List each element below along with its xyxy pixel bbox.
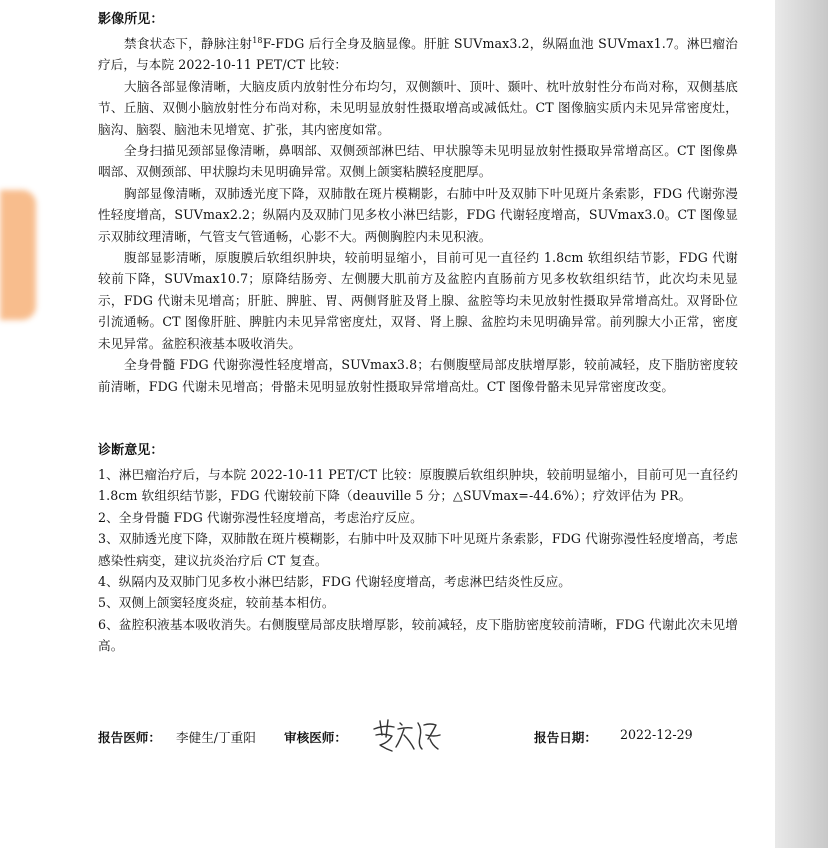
diagnosis-section xyxy=(98,464,738,657)
diagnosis-item: 5、双侧上颌窦轻度炎症，较前基本相仿。 xyxy=(98,595,335,611)
findings-paragraph-abdomen: 腹部显影清晰，原腹膜后软组织肿块，较前明显缩小，目前可见一直径约 1.8cm 软组织结节影，FDG 代谢较前下降，SUVmax10.7；原降结肠旁、左侧腰大肌前方及盆腔内直肠前方见多枚软组织结节，此次均未见显示，FDG 代谢未见增高；肝脏、脾脏、胃、两侧肾脏及肾上腺、盆腔等均未见放射性摄取异常增高灶。双肾卧位引流通畅。CT 图像肝脏、脾脏内未见异常密度灶，双肾、肾上腺、盆腔均未见明确异常。前列腺大小正常，密度未见异常。盆腔积液基本吸收消失。 xyxy=(98,250,738,351)
findings-paragraph-brain: 大脑各部显像清晰，大脑皮质内放射性分布均匀，双侧额叶、顶叶、颞叶、枕叶放射性分布尚对称，双侧基底节、丘脑、双侧小脑放射性分布尚对称，未见明显放射性摄取增高或减低灶。CT 图像脑实质内未见异常密度灶，脑沟、脑裂、脑池未见增宽、扩张，其内密度如常。 xyxy=(98,78,738,137)
findings-paragraph-1: 禁食状态下，静脉注射$^{18}$F-FDG 后行全身及脑显像。肝脏 SUVmax3.2，纵隔血池 SUVmax1.7。淋巴瘤治疗后，与本院 2022-10-11 PET/CT 比较： xyxy=(98,35,739,73)
findings-paragraph-chest: 胸部显像清晰，双肺透光度下降，双肺散在斑片模糊影，右肺中叶及双肺下叶见斑片条索影，FDG 代谢弥漫性轻度增高，SUVmax2.2；纵隔内及双肺门见多枚小淋巴结影，FDG 代谢轻度增高，SUVmax3.0。CT 图像显示双肺纹理清晰，气管支气管通畅，心影不大。两侧胸腔内未见积液。 xyxy=(98,185,738,244)
date-value: 2022-12-29 xyxy=(620,727,693,742)
report-footer xyxy=(98,725,718,755)
findings-paragraph-neck: 全身扫描见颈部显像清晰，鼻咽部、双侧颈部淋巴结、甲状腺等未见明显放射性摄取异常增高区。CT 图像鼻咽部、双侧颈部、甲状腺均未见明确异常。双侧上颌窦粘膜轻度肥厚。 xyxy=(98,143,738,180)
date-label: 报告日期： xyxy=(534,730,597,745)
diagnosis-item: 3、双肺透光度下降，双肺散在斑片模糊影，右肺中叶及双肺下叶见斑片条索影，FDG 代谢弥漫性轻度增高，考虑感染性病变，建议抗炎治疗后 CT 复查。 xyxy=(98,531,738,568)
findings-paragraph-bone: 全身骨髓 FDG 代谢弥漫性轻度增高，SUVmax3.8；右侧腹壁局部皮肤增厚影，较前减轻，皮下脂肪密度较前清晰，FDG 代谢未见增高；骨骼未见明显放射性摄取异常增高灶。CT 图像骨骼未见异常密度改变。 xyxy=(98,357,738,394)
doctor-value: 李健生/丁重阳 xyxy=(176,730,256,745)
diagnosis-item: 6、盆腔积液基本吸收消失。右侧腹壁局部皮肤增厚影，较前减轻，皮下脂肪密度较前清晰，FDG 代谢此次未见增高。 xyxy=(98,616,738,654)
findings-section xyxy=(98,33,738,397)
findings-heading: 影像所见： xyxy=(98,12,164,27)
reviewer-signature xyxy=(370,715,445,755)
diagnosis-item: 1、淋巴瘤治疗后，与本院 2022-10-11 PET/CT 比较：原腹膜后软组织肿块，较前明显缩小，目前可见一直径约 1.8cm 软组织结节影，FDG 代谢较前下降（deauville 5 分；△SUVmax=-44.6%）；疗效评估为 PR。 xyxy=(98,467,738,504)
diagnosis-item: 4、纵隔内及双肺门见多枚小淋巴结影，FDG 代谢轻度增高，考虑淋巴结炎性反应。 xyxy=(98,574,571,590)
diagnosis-heading: 诊断意见： xyxy=(98,443,164,458)
diagnosis-item: 2、全身骨髓 FDG 代谢弥漫性轻度增高，考虑治疗反应。 xyxy=(98,509,423,525)
page-edge-shadow xyxy=(775,0,828,848)
doctor-label: 报告医师： xyxy=(98,730,161,745)
isotope-superscript: 18 xyxy=(252,35,263,45)
orange-highlight-mark xyxy=(0,190,36,320)
reviewer-label: 审核医师： xyxy=(284,730,347,745)
